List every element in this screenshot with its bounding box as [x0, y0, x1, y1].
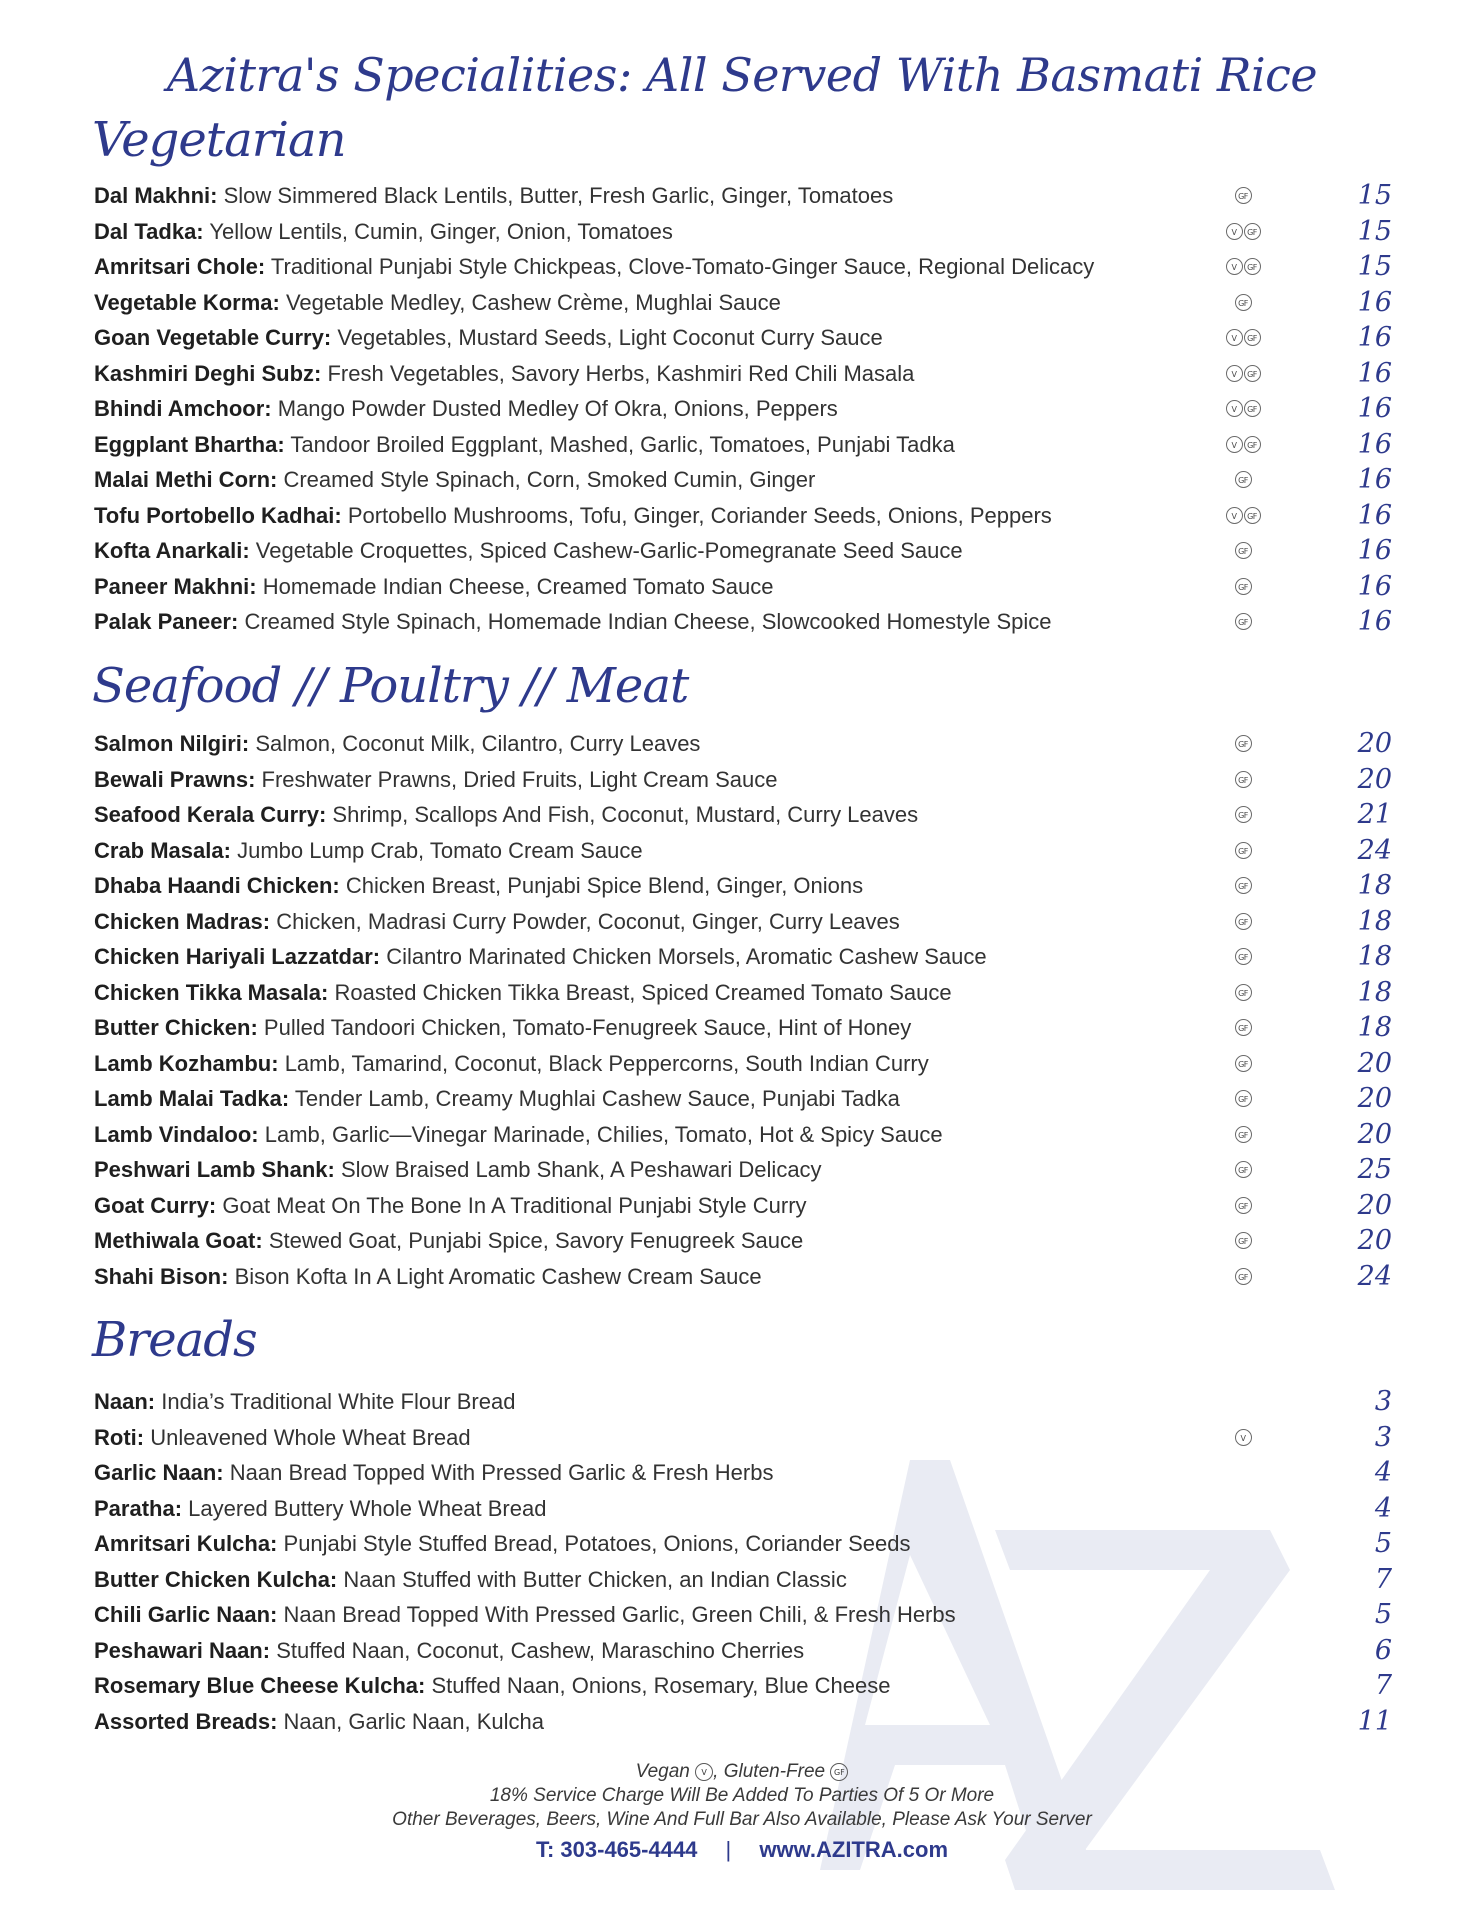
menu-item-row: [0, 214, 1484, 250]
menu-item-row: [0, 1223, 1484, 1259]
menu-item-row: [0, 533, 1484, 569]
menu-item-text: [94, 726, 700, 761]
dietary-tags: [1215, 542, 1271, 560]
menu-item-row: [0, 178, 1484, 214]
menu-item-text: [94, 533, 963, 568]
dietary-tags: [1215, 1126, 1271, 1144]
menu-item-row: [0, 569, 1484, 605]
menu-item-description: Layered Buttery Whole Wheat Bread: [188, 1495, 547, 1521]
menu-item-price: 15: [1357, 215, 1392, 247]
dietary-tags: [1215, 984, 1271, 1002]
legend-separator: ,: [713, 1761, 724, 1782]
menu-item-text: [94, 1491, 546, 1526]
menu-item-description: Unleavened Whole Wheat Bread: [150, 1424, 471, 1450]
menu-item-text: [94, 214, 673, 249]
menu-item-row: [0, 462, 1484, 498]
phone-number[interactable]: T: 303-465-4444: [535, 1837, 698, 1862]
beverages-note: Other Beverages, Beers, Wine And Full Bar Also Available, Please Ask Your Server: [392, 1809, 1092, 1830]
menu-item-row: [0, 1384, 1484, 1420]
menu-item-description: Jumbo Lump Crab, Tomato Cream Sauce: [237, 837, 643, 863]
menu-item-name: Malai Methi Corn:: [94, 467, 278, 492]
menu-item-description: Tandoor Broiled Eggplant, Mashed, Garlic, Tomatoes, Punjabi Tadka: [290, 431, 955, 457]
dietary-tags: [1215, 1642, 1271, 1660]
menu-item-price: 11: [1357, 1705, 1392, 1737]
menu-item-row: [0, 797, 1484, 833]
menu-item-row: [0, 498, 1484, 534]
vegan-icon: V: [1226, 507, 1243, 524]
dietary-tags: [1215, 948, 1271, 966]
menu-item-price: 20: [1357, 1083, 1392, 1114]
menu-item-description: Stuffed Naan, Onions, Rosemary, Blue Cheese: [431, 1673, 891, 1698]
menu-item-row: [0, 1152, 1484, 1188]
dietary-tags: [1215, 913, 1271, 931]
dietary-tags: [1215, 806, 1271, 824]
vegan-icon: V: [1226, 329, 1243, 346]
menu-item-row: [0, 1597, 1484, 1633]
dietary-tags: [1215, 1393, 1271, 1411]
menu-item-text: [94, 1633, 804, 1668]
dietary-tags: [1215, 1019, 1271, 1037]
gluten-free-icon: GF: [1235, 948, 1252, 965]
menu-item-text: [94, 1010, 911, 1045]
menu-item-row: [0, 1259, 1484, 1295]
gluten-free-icon: GF: [1235, 1019, 1252, 1036]
gluten-free-icon: GF: [1244, 329, 1261, 346]
menu-item-description: Yellow Lentils, Cumin, Ginger, Onion, Tomatoes: [209, 218, 673, 244]
gluten-free-icon: GF: [1235, 1090, 1252, 1107]
gluten-free-icon: GF: [1235, 984, 1252, 1001]
menu-item-row: [0, 1420, 1484, 1456]
menu-item-text: [94, 762, 777, 797]
menu-item-name: Dal Tadka:: [94, 218, 204, 244]
menu-item-name: Bewali Prawns:: [94, 766, 256, 792]
menu-item-price: 20: [1357, 1225, 1392, 1256]
menu-item-text: [94, 1259, 762, 1294]
menu-item-row: [0, 285, 1484, 321]
gluten-free-icon: GF: [1235, 771, 1252, 788]
menu-item-price: 16: [1357, 322, 1392, 353]
menu-item-description: Stuffed Naan, Coconut, Cashew, Maraschino Cherries: [276, 1637, 805, 1663]
menu-item-price: 24: [1357, 1260, 1392, 1292]
menu-item-text: [94, 1562, 847, 1597]
menu-item-text: [94, 1046, 929, 1081]
page-title: Azitra's Specialities: All Served With Basmati Rice: [166, 48, 1318, 102]
menu-item-price: 20: [1357, 1118, 1392, 1150]
menu-item-description: Freshwater Prawns, Dried Fruits, Light Cream Sauce: [261, 766, 778, 792]
dietary-tags: [1215, 735, 1271, 753]
menu-item-row: [0, 939, 1484, 975]
menu-item-text: [94, 285, 781, 320]
menu-item-name: Goat Curry:: [94, 1192, 217, 1218]
contact-line: [0, 1837, 1484, 1863]
gluten-free-icon: GF: [1235, 1268, 1252, 1285]
menu-item-text: [94, 604, 1052, 639]
menu-item-price: 7: [1374, 1670, 1392, 1701]
menu-item-text: [94, 904, 900, 939]
menu-item-description: Tender Lamb, Creamy Mughlai Cashew Sauce, Punjabi Tadka: [294, 1086, 900, 1111]
menu-item-description: Lamb, Tamarind, Coconut, Black Peppercorns, South Indian Curry: [284, 1050, 929, 1076]
menu-item-description: Creamed Style Spinach, Homemade Indian Cheese, Slowcooked Homestyle Spice: [244, 609, 1052, 634]
menu-item-description: Naan Bread Topped With Pressed Garlic, Green Chili, & Fresh Herbs: [283, 1602, 956, 1627]
menu-item-name: Rosemary Blue Cheese Kulcha:: [94, 1673, 426, 1698]
dietary-tags: [1215, 365, 1271, 383]
menu-item-description: Pulled Tandoori Chicken, Tomato-Fenugreek Sauce, Hint of Honey: [263, 1015, 912, 1040]
menu-item-row: [0, 833, 1484, 869]
gluten-free-icon: GF: [1235, 877, 1252, 894]
menu-item-row: [0, 391, 1484, 427]
menu-item-price: 15: [1357, 251, 1392, 282]
menu-item-row: [0, 1491, 1484, 1527]
website-link[interactable]: www.AZITRA.com: [759, 1837, 949, 1862]
menu-item-price: 5: [1374, 1599, 1392, 1630]
menu-item-row: [0, 1633, 1484, 1669]
dietary-tags: [1215, 1606, 1271, 1624]
menu-item-name: Vegetable Korma:: [94, 289, 280, 315]
menu-item-row: [0, 1562, 1484, 1598]
menu-item-row: [0, 1455, 1484, 1491]
menu-item-price: 15: [1357, 180, 1392, 211]
service-charge-note: 18% Service Charge Will Be Added To Parties Of 5 Or More: [489, 1785, 995, 1806]
gluten-free-icon: GF: [1235, 913, 1252, 930]
menu-item-name: Dal Makhni:: [94, 183, 218, 208]
menu-item-row: [0, 904, 1484, 940]
menu-item-description: Vegetables, Mustard Seeds, Light Coconut Curry Sauce: [337, 325, 883, 350]
footer-notes: [0, 1760, 1484, 1832]
dietary-tags: [1215, 1161, 1271, 1179]
menu-item-name: Naan:: [94, 1389, 156, 1414]
menu-item-price: 3: [1374, 1386, 1392, 1417]
dietary-tags: [1215, 436, 1271, 454]
menu-item-name: Eggplant Bhartha:: [94, 431, 285, 457]
dietary-tags: [1215, 1197, 1271, 1215]
menu-item-price: 16: [1357, 286, 1392, 318]
menu-item-description: Naan Stuffed with Butter Chicken, an Indian Classic: [343, 1566, 847, 1592]
menu-item-price: 16: [1357, 499, 1392, 531]
menu-item-price: 18: [1357, 976, 1392, 1008]
contact-separator: |: [725, 1837, 732, 1862]
menu-item-text: [94, 939, 987, 974]
menu-item-name: Crab Masala:: [94, 837, 231, 863]
menu-item-price: 16: [1357, 535, 1392, 566]
menu-item-name: Garlic Naan:: [94, 1460, 224, 1485]
menu-item-description: Slow Braised Lamb Shank, A Peshawari Delicacy: [340, 1157, 822, 1182]
menu-item-price: 20: [1357, 1189, 1392, 1221]
menu-item-description: Shrimp, Scallops And Fish, Coconut, Mustard, Curry Leaves: [332, 802, 919, 827]
gluten-free-icon: GF: [1235, 471, 1252, 488]
menu-item-description: Bison Kofta In A Light Aromatic Cashew Cream Sauce: [234, 1263, 762, 1289]
dietary-tags: [1215, 1677, 1271, 1695]
menu-item-price: 16: [1357, 428, 1392, 460]
section-title-vegetarian: Vegetarian: [92, 112, 346, 168]
menu-item-description: Punjabi Style Stuffed Bread, Potatoes, Onions, Coriander Seeds: [283, 1531, 911, 1556]
menu-item-row: [0, 1117, 1484, 1153]
menu-item-description: Creamed Style Spinach, Corn, Smoked Cumin, Ginger: [283, 467, 816, 492]
gluten-free-icon: GF: [1244, 258, 1261, 275]
menu-item-description: Cilantro Marinated Chicken Morsels, Aromatic Cashew Sauce: [386, 944, 987, 969]
vegan-icon: V: [1226, 223, 1243, 240]
menu-item-name: Kashmiri Deghi Subz:: [94, 360, 322, 386]
dietary-tags: [1215, 1713, 1271, 1731]
menu-item-name: Seafood Kerala Curry:: [94, 802, 327, 827]
menu-item-name: Shahi Bison:: [94, 1263, 229, 1289]
menu-item-name: Tofu Portobello Kadhai:: [94, 502, 342, 528]
menu-item-name: Peshwari Lamb Shank:: [94, 1157, 335, 1182]
menu-item-name: Butter Chicken:: [94, 1015, 258, 1040]
vegan-legend-label: Vegan: [635, 1761, 690, 1782]
menu-item-name: Chicken Madras:: [94, 908, 271, 934]
menu-item-row: [0, 1704, 1484, 1740]
menu-item-name: Lamb Vindaloo:: [94, 1121, 259, 1147]
menu-item-description: Mango Powder Dusted Medley Of Okra, Onions, Peppers: [277, 396, 838, 421]
vegan-icon: V: [695, 1763, 713, 1781]
menu-item-description: Naan, Garlic Naan, Kulcha: [283, 1708, 544, 1734]
gluten-free-icon: GF: [1244, 400, 1261, 417]
menu-item-price: 18: [1357, 905, 1392, 937]
menu-item-name: Roti:: [94, 1424, 145, 1450]
menu-item-name: Chicken Tikka Masala:: [94, 979, 329, 1005]
dietary-tags: [1215, 1535, 1271, 1553]
menu-item-description: Naan Bread Topped With Pressed Garlic & Fresh Herbs: [229, 1460, 774, 1485]
menu-item-price: 16: [1357, 606, 1392, 637]
menu-item-description: Salmon, Coconut Milk, Cilantro, Curry Leaves: [255, 731, 701, 756]
gluten-free-icon: GF: [1235, 735, 1252, 752]
dietary-tags: [1215, 771, 1271, 789]
vegan-icon: V: [1226, 258, 1243, 275]
menu-item-row: [0, 868, 1484, 904]
menu-item-name: Amritsari Kulcha:: [94, 1531, 278, 1556]
menu-item-price: 4: [1374, 1492, 1392, 1524]
seafood-poultry-meat-list: [0, 726, 1484, 1294]
dietary-tags: [1215, 223, 1271, 241]
menu-item-text: [94, 1455, 773, 1490]
menu-item-price: 16: [1357, 570, 1392, 602]
dietary-tags: [1215, 877, 1271, 895]
dietary-tags: [1215, 258, 1271, 276]
menu-item-name: Palak Paneer:: [94, 609, 239, 634]
gluten-free-icon: GF: [1235, 1055, 1252, 1072]
dietary-tags: [1215, 507, 1271, 525]
dietary-tags: [1215, 329, 1271, 347]
menu-item-name: Methiwala Goat:: [94, 1228, 263, 1253]
menu-item-description: Slow Simmered Black Lentils, Butter, Fresh Garlic, Ginger, Tomatoes: [223, 183, 894, 208]
gluten-free-icon: GF: [1235, 806, 1252, 823]
menu-item-text: [94, 975, 952, 1010]
menu-item-description: Lamb, Garlic—Vinegar Marinade, Chilies, Tomato, Hot & Spicy Sauce: [264, 1121, 943, 1147]
menu-item-price: 3: [1374, 1421, 1392, 1453]
gluten-free-icon: GF: [1235, 578, 1252, 595]
menu-item-row: [0, 1668, 1484, 1704]
menu-item-row: [0, 356, 1484, 392]
menu-item-text: [94, 833, 643, 868]
menu-item-price: 18: [1357, 1012, 1392, 1043]
menu-item-name: Bhindi Amchoor:: [94, 396, 272, 421]
menu-item-text: [94, 1420, 471, 1455]
section-title-breads: Breads: [92, 1312, 257, 1368]
dietary-tags: [1215, 842, 1271, 860]
menu-item-text: [94, 1668, 890, 1703]
menu-item-row: [0, 975, 1484, 1011]
dietary-tags: [1215, 1500, 1271, 1518]
gluten-free-icon: GF: [1244, 365, 1261, 382]
menu-item-text: [94, 498, 1052, 533]
menu-item-row: [0, 1188, 1484, 1224]
dietary-tags: [1215, 400, 1271, 418]
menu-item-text: [94, 427, 955, 462]
gluten-free-legend-label: Gluten-Free: [723, 1761, 826, 1782]
menu-item-text: [94, 391, 838, 426]
gluten-free-icon: GF: [1235, 613, 1252, 630]
dietary-tags: [1215, 1571, 1271, 1589]
menu-item-row: [0, 427, 1484, 463]
vegan-icon: V: [1226, 400, 1243, 417]
menu-item-row: [0, 1526, 1484, 1562]
menu-item-price: 16: [1357, 393, 1392, 424]
menu-item-name: Kofta Anarkali:: [94, 538, 250, 563]
menu-item-description: Vegetable Croquettes, Spiced Cashew-Garlic-Pomegranate Seed Sauce: [255, 538, 963, 563]
menu-item-price: 5: [1374, 1528, 1392, 1559]
menu-item-text: [94, 1152, 822, 1187]
menu-item-name: Lamb Kozhambu:: [94, 1050, 279, 1076]
menu-item-name: Dhaba Haandi Chicken:: [94, 873, 340, 898]
gluten-free-icon: GF: [1235, 1197, 1252, 1214]
menu-item-text: [94, 1526, 911, 1561]
menu-item-row: [0, 726, 1484, 762]
menu-item-name: Lamb Malai Tadka:: [94, 1086, 290, 1111]
menu-item-name: Amritsari Chole:: [94, 254, 266, 279]
gluten-free-icon: GF: [1244, 436, 1261, 453]
menu-item-text: [94, 1384, 515, 1419]
menu-item-name: Salmon Nilgiri:: [94, 731, 250, 756]
menu-item-description: India’s Traditional White Flour Bread: [161, 1389, 516, 1414]
menu-item-name: Goan Vegetable Curry:: [94, 325, 332, 350]
gluten-free-icon: GF: [1235, 1232, 1252, 1249]
menu-item-row: [0, 1081, 1484, 1117]
menu-item-text: [94, 1704, 544, 1739]
breads-list: [0, 1384, 1484, 1739]
menu-item-name: Butter Chicken Kulcha:: [94, 1566, 338, 1592]
menu-item-description: Roasted Chicken Tikka Breast, Spiced Creamed Tomato Sauce: [334, 979, 952, 1005]
menu-item-price: 25: [1357, 1154, 1392, 1185]
menu-item-price: 6: [1374, 1634, 1392, 1666]
menu-item-row: [0, 249, 1484, 285]
menu-item-price: 21: [1357, 799, 1392, 830]
gluten-free-icon: GF: [1235, 187, 1252, 204]
menu-item-price: 24: [1357, 834, 1392, 866]
menu-item-text: [94, 356, 914, 391]
menu-item-description: Chicken, Madrasi Curry Powder, Coconut, Ginger, Curry Leaves: [276, 908, 900, 934]
menu-item-text: [94, 797, 918, 832]
vegan-icon: V: [1226, 365, 1243, 382]
dietary-tags: [1215, 1429, 1271, 1447]
menu-item-row: [0, 604, 1484, 640]
menu-item-name: Assorted Breads:: [94, 1708, 278, 1734]
dietary-tags: [1215, 1268, 1271, 1286]
menu-item-price: 18: [1357, 941, 1392, 972]
dietary-tags: [1215, 294, 1271, 312]
menu-item-price: 20: [1357, 728, 1392, 759]
menu-item-row: [0, 320, 1484, 356]
menu-item-text: [94, 320, 883, 355]
gluten-free-icon: GF: [1235, 542, 1252, 559]
dietary-tags: [1215, 471, 1271, 489]
menu-item-text: [94, 1597, 956, 1632]
menu-item-description: Portobello Mushrooms, Tofu, Ginger, Coriander Seeds, Onions, Peppers: [347, 502, 1052, 528]
dietary-tags: [1215, 1055, 1271, 1073]
menu-item-name: Peshawari Naan:: [94, 1637, 271, 1663]
menu-item-description: Homemade Indian Cheese, Creamed Tomato Sauce: [262, 573, 774, 599]
dietary-tags: [1215, 187, 1271, 205]
dietary-tags: [1215, 1464, 1271, 1482]
vegan-icon: V: [1235, 1429, 1252, 1446]
menu-item-description: Stewed Goat, Punjabi Spice, Savory Fenugreek Sauce: [268, 1228, 804, 1253]
gluten-free-icon: GF: [1235, 294, 1252, 311]
menu-item-price: 18: [1357, 870, 1392, 901]
menu-item-description: Chicken Breast, Punjabi Spice Blend, Ginger, Onions: [345, 873, 864, 898]
menu-item-text: [94, 1188, 807, 1223]
dietary-tags: [1215, 578, 1271, 596]
menu-item-price: 16: [1357, 357, 1392, 389]
menu-item-name: Paneer Makhni:: [94, 573, 257, 599]
vegan-icon: V: [1226, 436, 1243, 453]
menu-item-description: Fresh Vegetables, Savory Herbs, Kashmiri Red Chili Masala: [327, 360, 915, 386]
menu-item-description: Vegetable Medley, Cashew Crème, Mughlai Sauce: [285, 289, 781, 315]
gluten-free-icon: GF: [1235, 1126, 1252, 1143]
dietary-tags: [1215, 613, 1271, 631]
menu-item-text: [94, 1117, 943, 1152]
gluten-free-icon: GF: [830, 1763, 848, 1781]
menu-item-price: 7: [1374, 1563, 1392, 1595]
menu-item-text: [94, 868, 863, 903]
menu-item-name: Chicken Hariyali Lazzatdar:: [94, 944, 381, 969]
menu-item-row: [0, 1010, 1484, 1046]
menu-item-text: [94, 1223, 803, 1258]
gluten-free-icon: GF: [1235, 1161, 1252, 1178]
menu-item-text: [94, 178, 893, 213]
menu-item-description: Traditional Punjabi Style Chickpeas, Clove-Tomato-Ginger Sauce, Regional Delicacy: [270, 254, 1095, 279]
menu-item-price: 16: [1357, 464, 1392, 495]
menu-item-price: 20: [1357, 763, 1392, 795]
menu-item-text: [94, 249, 1094, 284]
menu-item-row: [0, 762, 1484, 798]
gluten-free-icon: GF: [1244, 507, 1261, 524]
dietary-legend: [0, 1760, 1484, 1784]
menu-item-text: [94, 569, 774, 604]
menu-item-description: Goat Meat On The Bone In A Traditional Punjabi Style Curry: [222, 1192, 807, 1218]
vegetarian-list: [0, 178, 1484, 640]
menu-item-name: Chili Garlic Naan:: [94, 1602, 278, 1627]
dietary-tags: [1215, 1232, 1271, 1250]
menu-item-text: [94, 1081, 900, 1116]
menu-item-name: Paratha:: [94, 1495, 183, 1521]
section-title-seafood-poultry-meat: Seafood // Poultry // Meat: [92, 658, 689, 714]
dietary-tags: [1215, 1090, 1271, 1108]
menu-item-price: 4: [1374, 1457, 1392, 1488]
gluten-free-icon: GF: [1235, 842, 1252, 859]
menu-item-price: 20: [1357, 1047, 1392, 1079]
menu-item-row: [0, 1046, 1484, 1082]
menu-item-text: [94, 462, 815, 497]
gluten-free-icon: GF: [1244, 223, 1261, 240]
